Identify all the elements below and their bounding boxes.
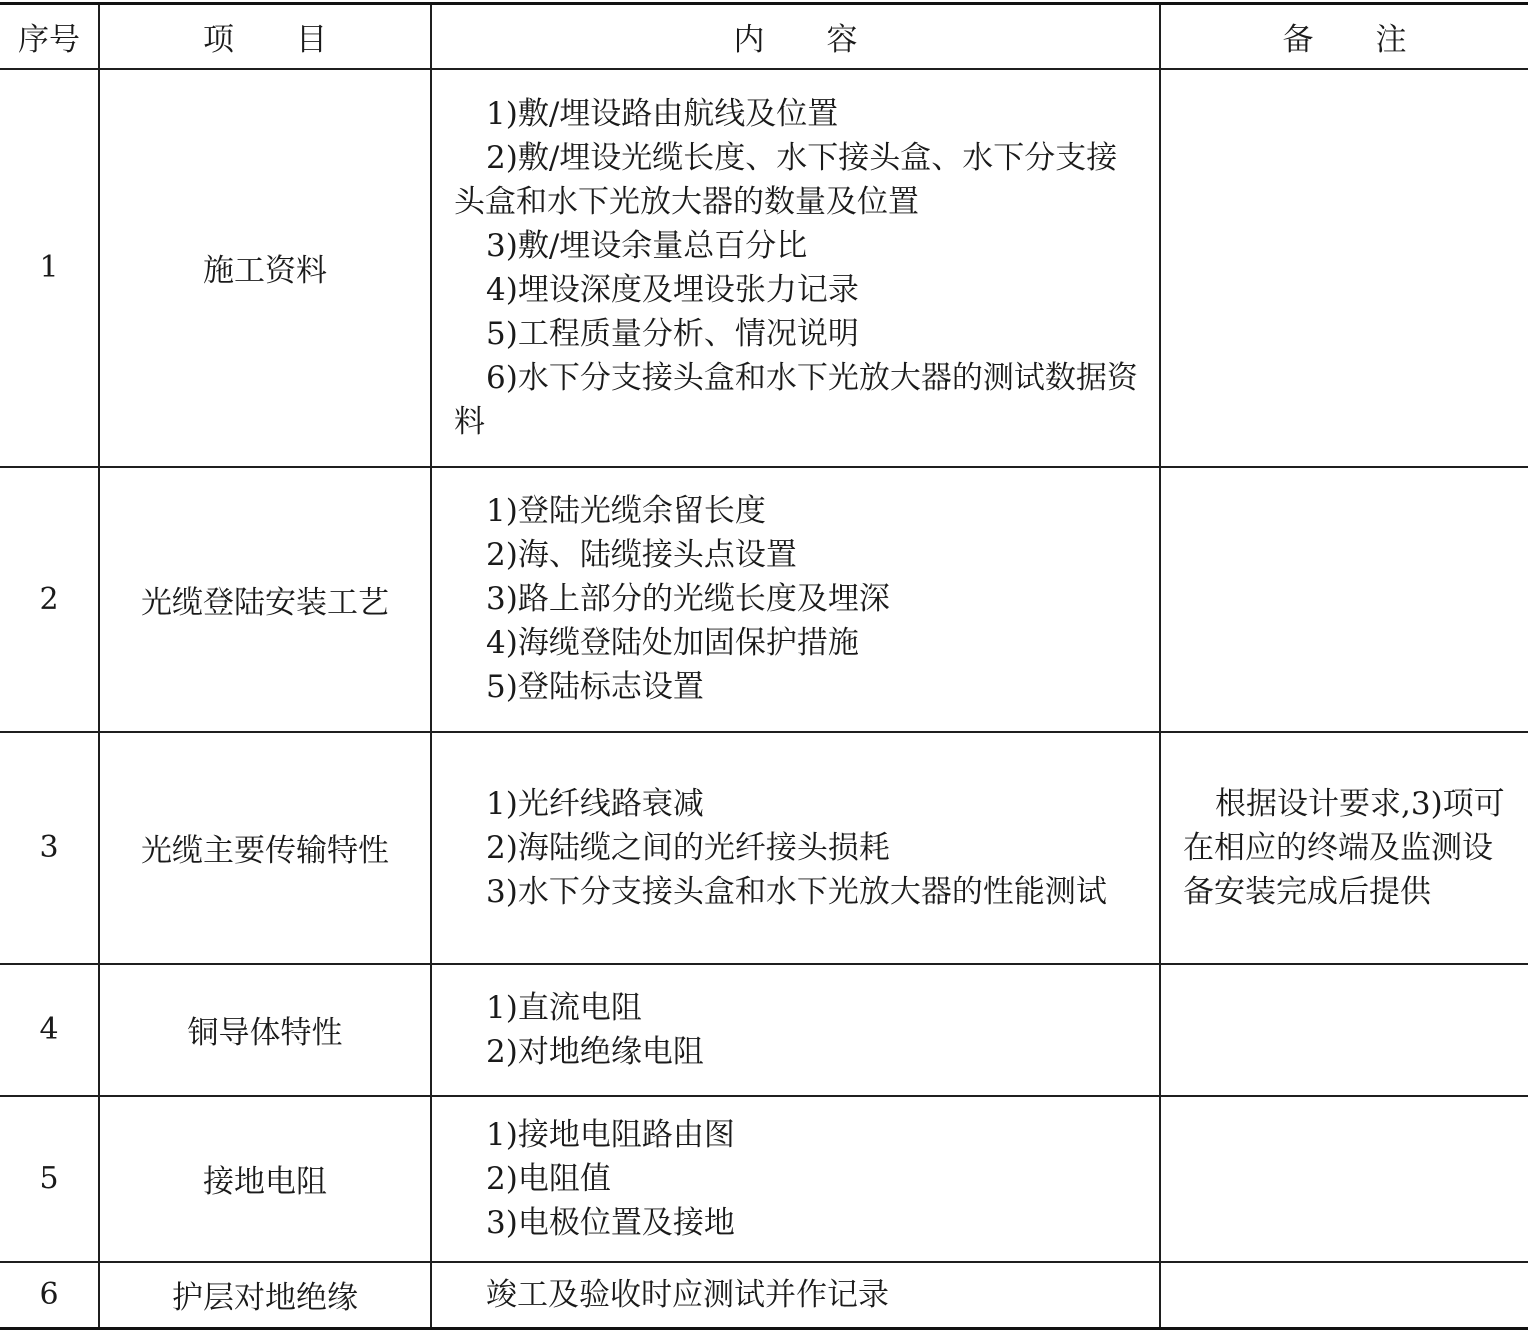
- table-row: [0, 1096, 1528, 1262]
- row-remark: [1160, 732, 1528, 964]
- content-line: 1)直流电阻: [486, 989, 642, 1026]
- content-line: 2)海、陆缆接头点设置: [486, 537, 797, 573]
- table-row: [0, 732, 1528, 964]
- content-line: 4)埋设深度及埋设张力记录: [486, 271, 859, 308]
- content-line: 1)敷/埋设路由航线及位置: [486, 95, 839, 132]
- content-line: 1)光纤线路衰减: [486, 785, 704, 822]
- header-remark: 备 注: [1160, 4, 1528, 69]
- content-line: 3)电极位置及接地: [486, 1204, 735, 1241]
- row-item: 光缆主要传输特性: [99, 732, 431, 964]
- content-line: 竣工及验收时应测试并作记录: [486, 1276, 889, 1313]
- row-item: 光缆登陆安装工艺: [99, 467, 431, 732]
- content-line: 2)电阻值: [486, 1160, 611, 1197]
- content-line: 3)路上部分的光缆长度及埋深: [486, 581, 890, 617]
- row-item: 接地电阻: [99, 1096, 431, 1262]
- row-content: [431, 69, 1160, 467]
- content-line: 1)接地电阻路由图: [486, 1116, 735, 1153]
- row-remark: [1160, 1262, 1528, 1329]
- row-item: 铜导体特性: [99, 964, 431, 1096]
- acceptance-table: [0, 2, 1528, 1330]
- header-content: 内 容: [431, 4, 1160, 69]
- row-remark: [1160, 964, 1528, 1096]
- row-content: [431, 1262, 1160, 1329]
- content-line: 2)海陆缆之间的光纤接头损耗: [486, 829, 890, 866]
- row-content: [431, 1096, 1160, 1262]
- row-content: [431, 964, 1160, 1096]
- table-row: [0, 1262, 1528, 1329]
- row-number: 2: [0, 467, 99, 732]
- content-line: 3)敷/埋设余量总百分比: [486, 227, 808, 264]
- row-number: 3: [0, 732, 99, 964]
- row-content: [431, 467, 1160, 732]
- row-number: 1: [0, 69, 99, 467]
- table-row: [0, 69, 1528, 467]
- content-line: 1)登陆光缆余留长度: [486, 493, 766, 529]
- content-line: 3)水下分支接头盒和水下光放大器的性能测试: [486, 873, 1107, 910]
- content-line: 2)对地绝缘电阻: [486, 1033, 704, 1070]
- header-row: [0, 4, 1528, 69]
- row-number: 5: [0, 1096, 99, 1262]
- row-item: 护层对地绝缘: [99, 1262, 431, 1329]
- content-line: 2)敷/埋设光缆长度、水下接头盒、水下分支接头盒和水下光放大器的数量及位置: [454, 139, 1118, 220]
- row-number: 4: [0, 964, 99, 1096]
- row-content: [431, 732, 1160, 964]
- row-remark: [1160, 69, 1528, 467]
- table-row: [0, 964, 1528, 1096]
- content-line: 4)海缆登陆处加固保护措施: [486, 625, 859, 661]
- row-item: 施工资料: [99, 69, 431, 467]
- content-line: 5)工程质量分析、情况说明: [486, 315, 859, 352]
- content-line: 6)水下分支接头盒和水下光放大器的测试数据资料: [454, 359, 1138, 440]
- row-remark: [1160, 467, 1528, 732]
- table-row: [0, 467, 1528, 732]
- content-line: 5)登陆标志设置: [486, 669, 704, 705]
- row-remark: [1160, 1096, 1528, 1262]
- remark-text: 根据设计要求,3)项可在相应的终端及监测设备安装完成后提供: [1183, 785, 1505, 910]
- header-item: 项 目: [99, 4, 431, 69]
- header-no: 序号: [0, 4, 99, 69]
- row-number: 6: [0, 1262, 99, 1329]
